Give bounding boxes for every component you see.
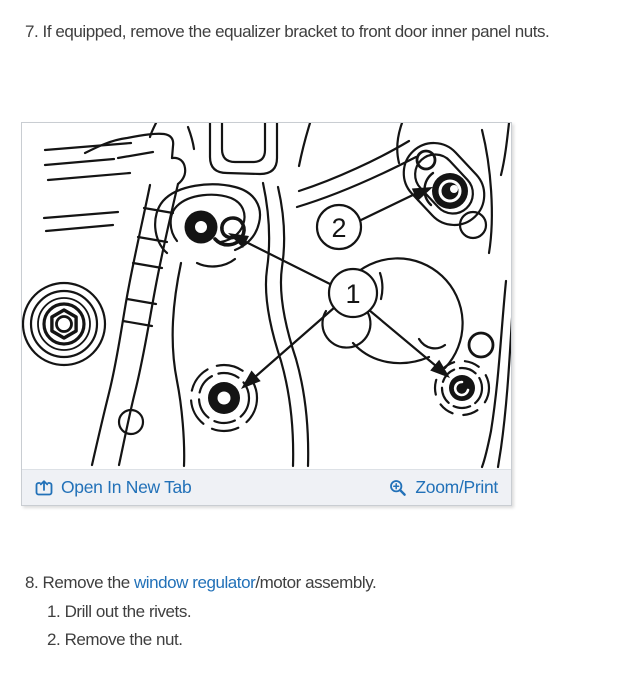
zoom-magnifier-icon: [389, 479, 407, 497]
harness-strap: [85, 123, 194, 465]
callout-2: [317, 205, 361, 249]
open-in-new-tab-link[interactable]: [35, 477, 191, 498]
window-regulator-link[interactable]: window regulator: [133, 573, 256, 592]
step-7-text: 7. If equipped, remove the equalizer bracket to front door inner panel nuts.: [25, 22, 550, 41]
rivet-center: [155, 184, 260, 266]
hex-bolt-left: [23, 283, 105, 365]
substep-2-text: Remove the nut.: [64, 630, 183, 649]
open-in-new-tab-label: Open In New Tab: [61, 477, 192, 497]
substep-2-number: 2.: [47, 630, 61, 649]
figure-panel: [21, 122, 512, 506]
substep-2: [47, 626, 376, 655]
callout-1-label: 1: [345, 279, 361, 309]
substep-1-text: Drill out the rivets.: [64, 601, 192, 621]
callout-2-label: 2: [331, 213, 347, 243]
figure-toolbar: [22, 469, 511, 505]
u-channel: [210, 123, 310, 174]
step-8-block: [25, 569, 376, 655]
step-8-text: [25, 569, 376, 598]
zoom-print-label: Zoom/Print: [415, 477, 498, 497]
substep-1-number: 1.: [47, 601, 61, 621]
zoom-print-link[interactable]: [389, 477, 498, 498]
step-8-suffix: /motor assembly.: [255, 573, 377, 592]
rivet-bottom-center: [191, 365, 257, 431]
bracket-top-right: [391, 131, 496, 238]
door-panel-diagram: [22, 123, 511, 469]
open-in-new-tab-icon: [35, 479, 53, 496]
step-8-prefix: 8. Remove the: [25, 573, 134, 592]
substep-1: [47, 598, 376, 627]
callout-1: [329, 269, 377, 317]
hatch-lines: [44, 143, 153, 231]
